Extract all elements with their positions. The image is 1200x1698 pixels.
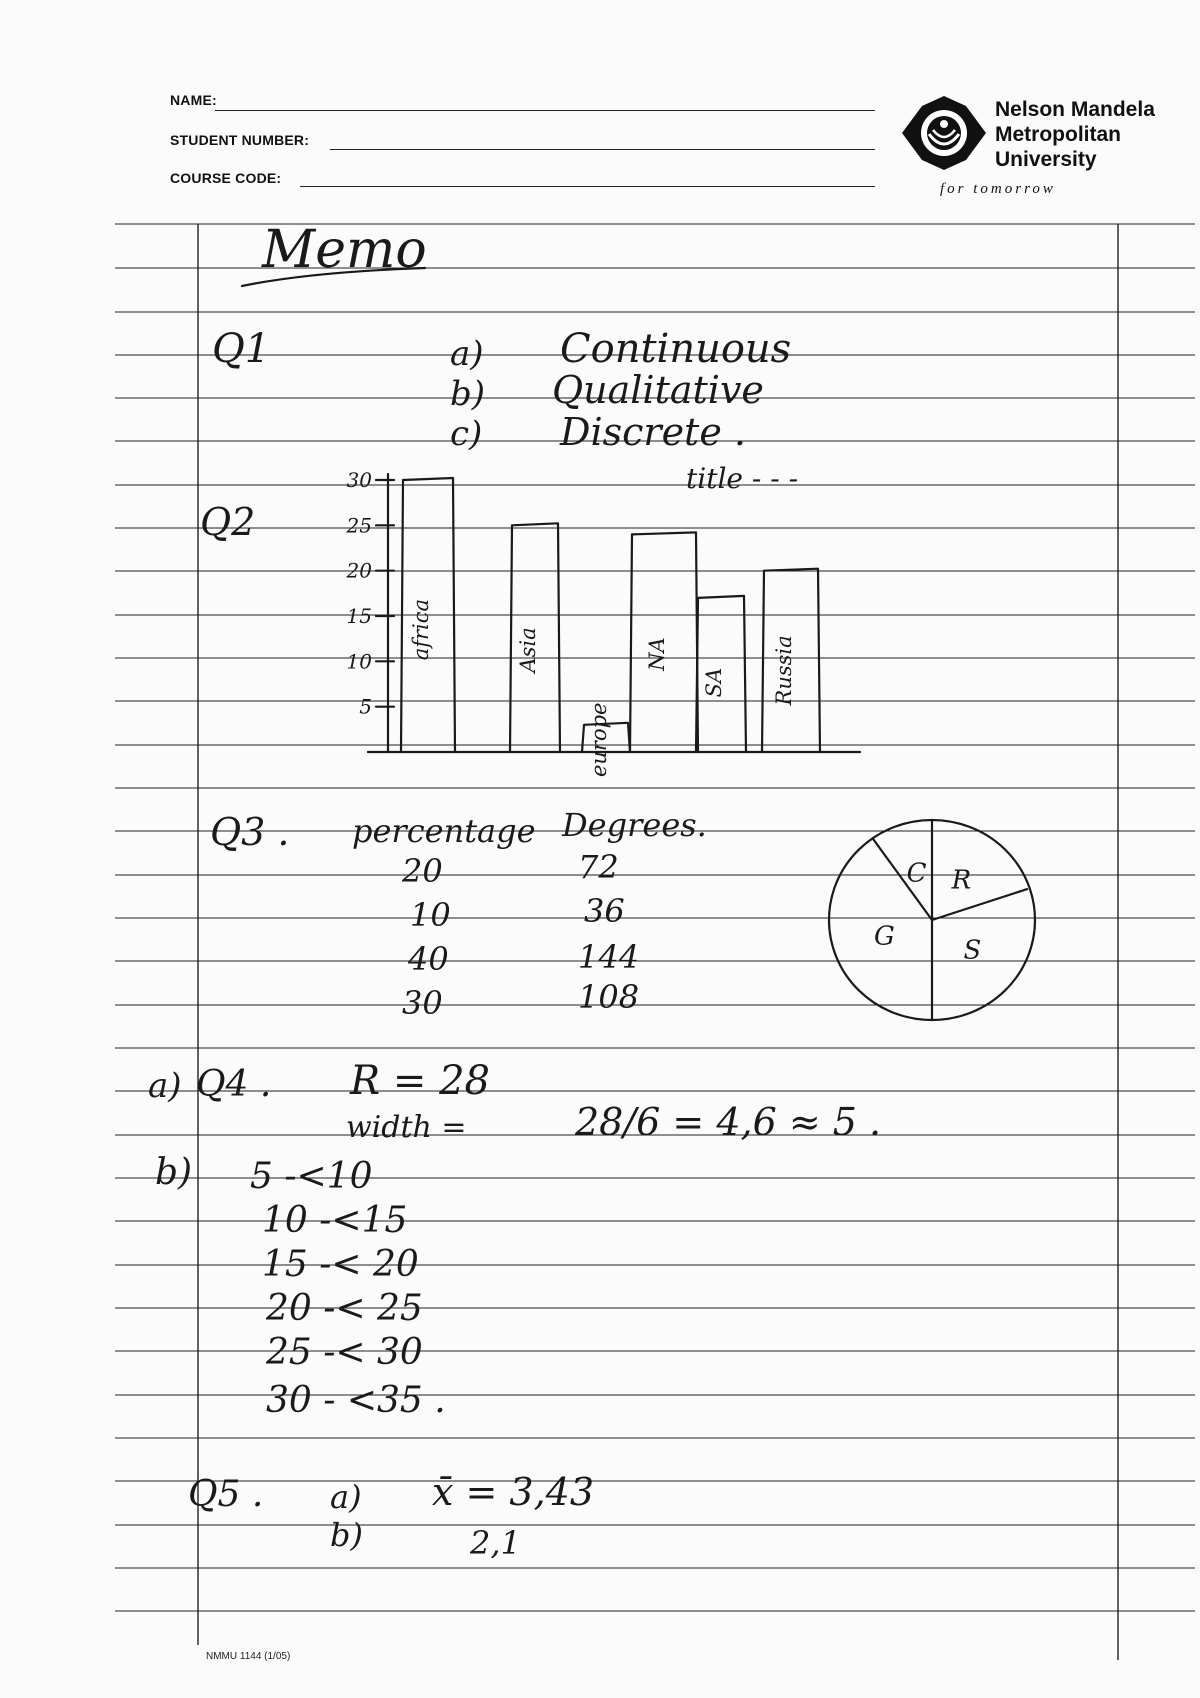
- y-tick-label: 10: [346, 649, 372, 674]
- q4-class-3: 15 -< 20: [262, 1244, 419, 1285]
- q1-a-answer: Continuous: [560, 326, 792, 372]
- university-tagline: for tomorrow: [940, 181, 1056, 197]
- name-field-line: [215, 110, 875, 111]
- pie-slice-divider: [932, 889, 1027, 920]
- q3-degrees-header: Degrees.: [562, 806, 707, 844]
- q4-range: R = 28: [350, 1058, 490, 1104]
- q2-bar-chart: [300, 460, 920, 778]
- q2-label: Q2: [200, 500, 256, 544]
- student-number-label: STUDENT NUMBER:: [170, 132, 310, 148]
- y-tick-label: 15: [346, 604, 372, 628]
- q3-label: Q3 .: [210, 810, 290, 854]
- memo-title-underline: [240, 262, 430, 292]
- pie-slice-label: S: [963, 935, 982, 966]
- q1-b-answer: Qualitative: [552, 368, 764, 412]
- q4-class-4: 20 -< 25: [266, 1288, 423, 1329]
- q1-c-letter: c): [450, 414, 483, 454]
- name-label: NAME:: [170, 92, 217, 108]
- q3-row-4-percentage: 30: [402, 984, 443, 1022]
- q2-title-note: title - - -: [686, 462, 799, 495]
- university-logo-icon: [898, 94, 990, 172]
- y-tick-label: 5: [359, 694, 372, 719]
- q3-row-3-percentage: 40: [408, 940, 449, 978]
- q4-width-calculation: 28/6 = 4,6 ≈ 5 .: [575, 1100, 882, 1144]
- q3-percentage-header: percentage: [352, 812, 536, 850]
- q1-a-letter: a): [450, 334, 484, 374]
- q1-label: Q1: [212, 326, 271, 372]
- q5-a-answer: x̄ = 3,43: [432, 1470, 595, 1514]
- bar-category-label: Asia: [516, 627, 540, 673]
- bar-category-label: africa: [409, 598, 433, 661]
- q5-b-answer: 2,1: [470, 1524, 521, 1562]
- university-name-line2: Metropolitan: [995, 123, 1121, 146]
- y-tick-label: 30: [346, 468, 372, 492]
- q3-row-4-degrees: 108: [578, 978, 640, 1016]
- q3-row-2-degrees: 36: [584, 892, 625, 930]
- student-number-field-line: [330, 149, 875, 150]
- y-tick-label: 25: [346, 513, 372, 538]
- q4-label: Q4 .: [196, 1064, 272, 1105]
- q3-row-3-degrees: 144: [578, 938, 640, 976]
- q4-class-6: 30 - <35 .: [266, 1380, 446, 1421]
- bar-category-label: SA: [702, 667, 726, 698]
- university-name-line1: Nelson Mandela: [995, 98, 1155, 121]
- memo-title: Memo: [262, 220, 427, 280]
- q4-class-2: 10 -<15: [262, 1200, 408, 1241]
- q5-a-letter: a): [330, 1478, 362, 1516]
- bar-category-label: Russia: [772, 635, 796, 706]
- q5-b-letter: b): [330, 1516, 363, 1554]
- q4-part-b-letter: b): [155, 1152, 193, 1193]
- q3-pie-chart: [820, 815, 1050, 1035]
- university-name-line3: University: [995, 148, 1097, 171]
- bar-category-label: europe: [587, 702, 611, 778]
- course-code-field-line: [300, 186, 875, 187]
- q4-class-1: 5 -<10: [250, 1156, 373, 1197]
- bar-category-label: NA: [645, 637, 669, 671]
- q4-width-label: width =: [346, 1110, 467, 1145]
- q5-label: Q5 .: [188, 1474, 264, 1515]
- q1-c-answer: Discrete .: [560, 410, 746, 454]
- university-name: [995, 97, 1155, 172]
- y-tick-label: 20: [346, 558, 372, 583]
- course-code-label: COURSE CODE:: [170, 170, 282, 186]
- q1-b-letter: b): [450, 374, 486, 414]
- pie-slice-label: R: [951, 865, 972, 896]
- pie-slice-label: G: [874, 921, 895, 952]
- q4-part-a-letter: a): [148, 1066, 182, 1106]
- q3-row-1-percentage: 20: [402, 852, 443, 890]
- form-code: NMMU 1144 (1/05): [206, 1651, 291, 1662]
- q4-class-5: 25 -< 30: [266, 1332, 423, 1373]
- q3-row-2-percentage: 10: [410, 896, 451, 934]
- pie-slice-label: C: [906, 858, 927, 889]
- q3-row-1-degrees: 72: [578, 848, 619, 886]
